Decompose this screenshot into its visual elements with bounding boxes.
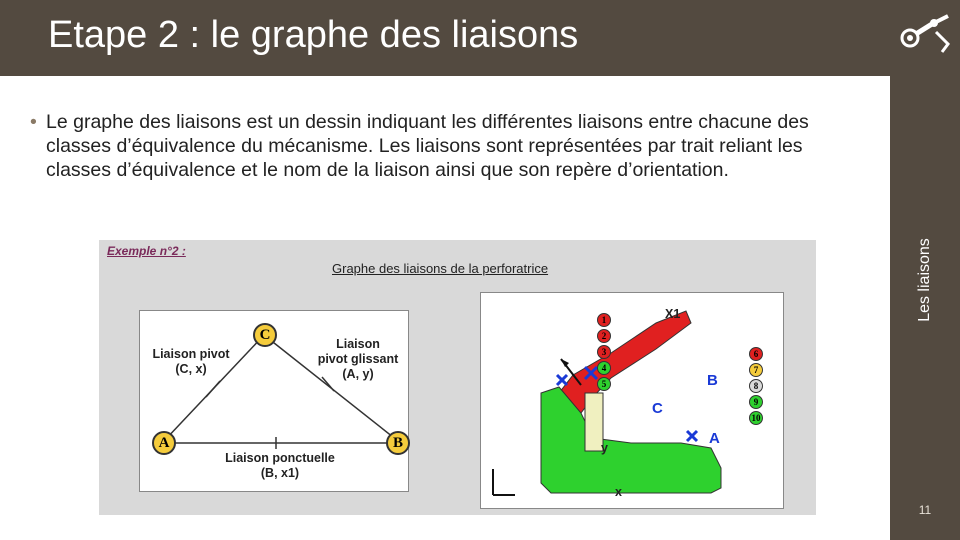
part-number: 9 xyxy=(749,395,763,409)
part-number: 1 xyxy=(597,313,611,327)
part-number: 5 xyxy=(597,377,611,391)
label-liaison-ponctuelle: Liaison ponctuelle (B, x1) xyxy=(225,451,335,480)
slide-title: Etape 2 : le graphe des liaisons xyxy=(48,14,579,56)
part-numbers-left xyxy=(597,313,613,393)
label-point-a: A xyxy=(709,430,720,447)
node-c: C xyxy=(253,323,277,347)
label-liaison-pivot-glissant: Liaison pivot glissant (A, y) xyxy=(317,337,399,381)
robot-arm-icon xyxy=(896,8,956,64)
label-axis-y: y xyxy=(601,441,608,455)
bullet-paragraph xyxy=(30,110,836,182)
part-number: 8 xyxy=(749,379,763,393)
bullet-icon: • xyxy=(30,111,37,133)
page-number: 11 xyxy=(918,503,932,517)
part-number: 10 xyxy=(749,411,763,425)
liaison-graph-panel xyxy=(139,310,409,492)
bullet-text: Le graphe des liaisons est un dessin indiquant les différentes liaisons entre chacune des classes d’équivalence du mécanisme. Les liaisons sont représentées par trait reliant les classes d’équivalence et le nom de la liaison ainsi que son repère d’orientation. xyxy=(46,111,809,181)
part-number: 4 xyxy=(597,361,611,375)
part-numbers-right xyxy=(749,347,765,427)
graph-title: Graphe des liaisons de la perforatrice xyxy=(332,261,549,276)
part-number: 7 xyxy=(749,363,763,377)
label-x1: X1 xyxy=(665,307,681,321)
mechanism-drawing-panel xyxy=(480,292,784,509)
node-a: A xyxy=(152,431,176,455)
label-axis-x: x xyxy=(615,485,622,499)
part-number: 3 xyxy=(597,345,611,359)
example-figure xyxy=(99,240,816,515)
label-point-c: C xyxy=(652,400,663,417)
perforatrice-drawing xyxy=(481,293,783,508)
title-bar xyxy=(0,0,890,76)
side-section-label: Les liaisons xyxy=(916,238,933,322)
node-b: B xyxy=(386,431,410,455)
label-liaison-pivot: Liaison pivot (C, x) xyxy=(152,347,230,376)
example-title: Exemple n°2 : xyxy=(107,244,186,258)
part-number: 6 xyxy=(749,347,763,361)
label-point-b: B xyxy=(707,372,718,389)
part-number: 2 xyxy=(597,329,611,343)
